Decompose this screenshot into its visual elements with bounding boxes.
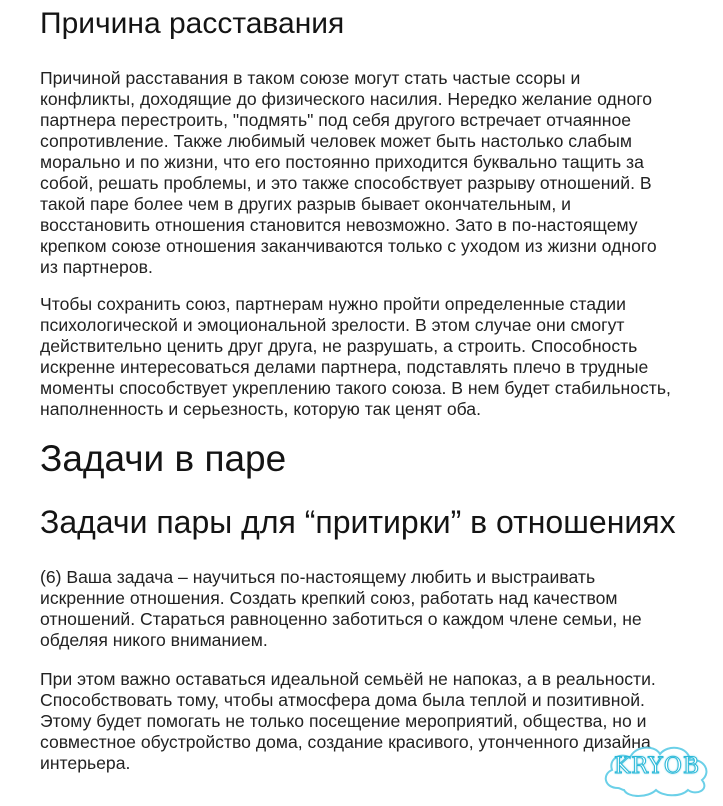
text-line: крепком союзе отношения заканчиваются только с уходом из жизни одного bbox=[40, 236, 657, 256]
text-line: интерьера. bbox=[40, 753, 131, 773]
text-line: Способствовать тому, чтобы атмосфера дома была теплой и позитивной. bbox=[40, 690, 645, 710]
text-line: из партнеров. bbox=[40, 257, 153, 277]
text-line: (6) Ваша задача – научиться по-настоящему любить и выстраивать bbox=[40, 567, 596, 587]
paragraph-breakup-reason bbox=[40, 68, 657, 278]
text-line: наполненность и серьезность, которую так ценят оба. bbox=[40, 399, 481, 419]
watermark-text: KRYOB bbox=[613, 754, 701, 779]
text-line: искренние отношения. Создать крепкий союз, работать над качеством bbox=[40, 588, 618, 608]
heading-tasks-in-pair: Задачи в паре bbox=[40, 438, 287, 479]
text-line: конфликты, доходящие до физического насилия. Нередко желание одного bbox=[40, 89, 653, 109]
heading-tasks-adjustment: Задачи пары для “притирки” в отношениях bbox=[40, 504, 676, 540]
text-line: собой, решать проблемы, и это также способствует разрыву отношений. В bbox=[40, 173, 652, 193]
text-line: моменты способствует укреплению такого союза. В нем будет стабильность, bbox=[40, 378, 671, 398]
paragraph-your-task bbox=[40, 567, 642, 651]
watermark-logo bbox=[598, 738, 716, 800]
paragraph-preserve-union bbox=[40, 294, 671, 420]
text-line: Причиной расставания в таком союзе могут стать частые ссоры и bbox=[40, 68, 581, 88]
text-line: психологической и эмоциональной зрелости. В этом случае они смогут bbox=[40, 315, 625, 335]
text-line: восстановить отношения становится невозможно. Зато в по-настоящему bbox=[40, 215, 638, 235]
text-line: действительно ценить друг друга, не разрушать, а строить. Способность bbox=[40, 336, 638, 356]
text-line: Чтобы сохранить союз, партнерам нужно пройти определенные стадии bbox=[40, 294, 626, 314]
text-line: совместное обустройство дома, создание красивого, утонченного дизайна bbox=[40, 732, 651, 752]
text-line: При этом важно оставаться идеальной семьёй не напоказ, а в реальности. bbox=[40, 669, 656, 689]
text-line: партнера перестроить, "подмять" под себя другого встречает отчаянное bbox=[40, 110, 632, 130]
text-line: сопротивление. Также любимый человек может быть настолько слабым bbox=[40, 131, 632, 151]
text-line: морально и по жизни, что его постоянно приходится буквально тащить за bbox=[40, 152, 644, 172]
text-line: искренне интересоваться делами партнера, подставлять плечо в трудные bbox=[40, 357, 649, 377]
text-line: Этому будет помогать не только посещение мероприятий, общества, но и bbox=[40, 711, 647, 731]
paragraph-ideal-family bbox=[40, 669, 656, 774]
text-line: обделяя никого вниманием. bbox=[40, 630, 268, 650]
text-line: такой паре более чем в других разрыв бывает окончательным, и bbox=[40, 194, 571, 214]
heading-breakup-reason: Причина расставания bbox=[40, 7, 345, 40]
text-line: отношений. Стараться равноценно заботиться о каждом члене семьи, не bbox=[40, 609, 642, 629]
